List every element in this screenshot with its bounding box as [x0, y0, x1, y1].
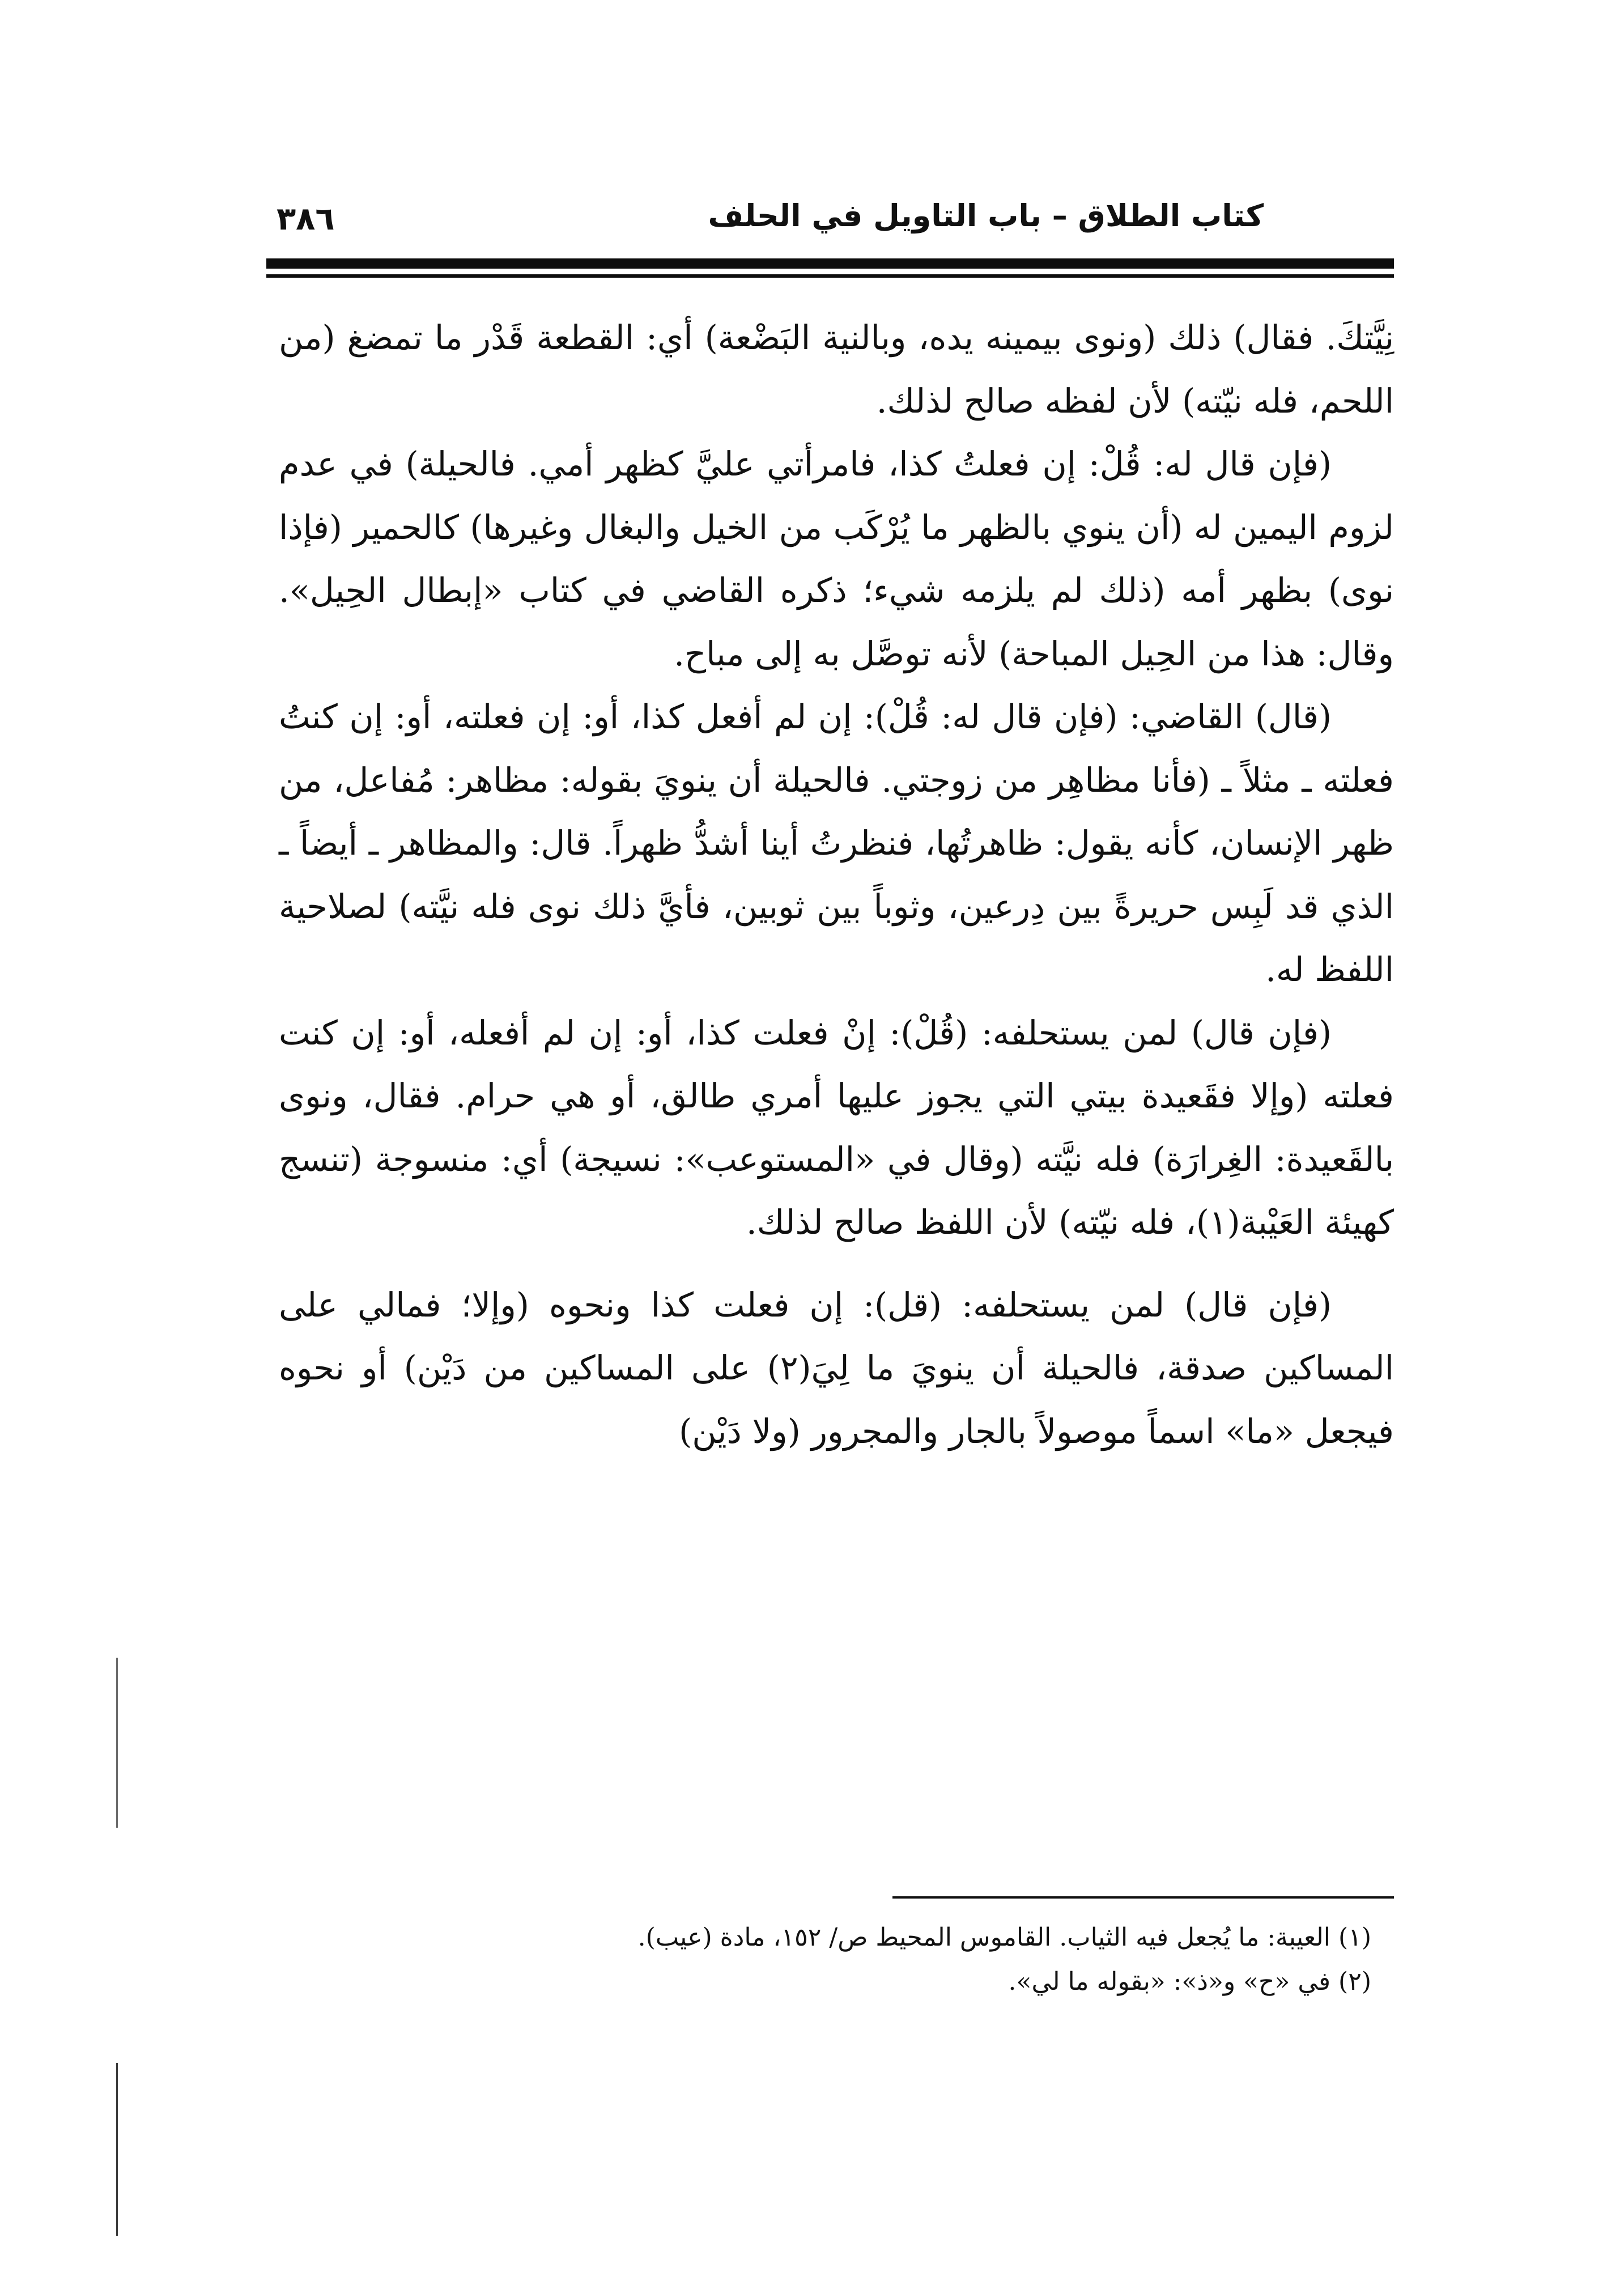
main-text — [279, 306, 1394, 1463]
paragraph-4: (فإن قال) لمن يستحلفه: (قُلْ): إنْ فعلت كذا، أو: إن لم أفعله، أو: إن كنت فعلته (وإلا فقَعيدة بيتي التي يجوز عليها أمري طالق، أو هي حرام. فقال، ونوى بالقَعيدة: الغِرارَة) فله نيَّته (وقال في «المستوعب»: نسيجة) أي: منسوجة (تنسج كهيئة العَيْبة(١)، فله نيّته) لأن اللفظ صالح لذلك. — [279, 1013, 1394, 1242]
footnote-1: (١) العيبة: ما يُجعل فيه الثياب. القاموس المحيط ص/ ١٥٢، مادة (عيب). — [637, 1923, 1371, 1952]
running-header — [266, 193, 1394, 261]
paragraph-2: (فإن قال له: قُلْ: إن فعلتُ كذا، فامرأتي عليَّ كظهر أمي. فالحيلة) في عدم لزوم اليمين له (أن ينوي بالظهر ما يُرْكَب من الخيل والبغال وغيرها) كالحمير (فإذا نوى) بظهر أمه (ذلك لم يلزمه شيء؛ ذكره القاضي في كتاب «إبطال الحِيل». وقال: هذا من الحِيل المباحة) لأنه توصَّل به إلى مباح. — [279, 444, 1394, 673]
footnotes — [279, 1916, 1394, 2004]
paragraph-1: نِيَّتكَ. فقال) ذلك (ونوى بيمينه يده، وبالنية البَضْعة) أي: القطعة قَدْر ما تمضغ (من اللحم، فله نيّته) لأن لفظه صالح لذلك. — [279, 318, 1394, 421]
header-title: كتاب الطلاق – باب التاويل في الحلف — [708, 198, 1264, 233]
paragraph-5: (فإن قال) لمن يستحلفه: (قل): إن فعلت كذا ونحوه (وإلا؛ فمالي على المساكين صدقة، فالحيلة أن ينويَ ما لِيَ(٢) على المساكين من دَيْن) أو نحوه فيجعل «ما» اسماً موصولاً بالجار والمجرور (ولا دَيْن) — [279, 1285, 1394, 1451]
footnote-2: (٢) في «ح» و«ذ»: «بقوله ما لي». — [1008, 1967, 1371, 1996]
header-rule-thick — [266, 258, 1394, 269]
paragraph-3: (قال) القاضي: (فإن قال له: قُلْ): إن لم أفعل كذا، أو: إن فعلته، أو: إن كنتُ فعلته ـ مثلاً ـ (فأنا مظاهِر من زوجتي. فالحيلة أن ينويَ بقوله: مظاهر: مُفاعل، من ظهر الإنسان، كأنه يقول: ظاهرتُها، فنظرتُ أينا أشدُّ ظهراً. قال: والمظاهر ـ أيضاً ـ الذي قد لَبِس حريرةً بين دِرعين، وثوباً بين ثوبين، فأيَّ ذلك نوى فله نيَّته) لصلاحية اللفظ له. — [279, 697, 1394, 989]
footnote-separator — [892, 1896, 1394, 1899]
page-number: ٣٨٦ — [277, 201, 335, 237]
scan-margin-line — [116, 1658, 118, 1828]
header-rule-thin — [266, 274, 1394, 278]
scan-margin-line — [116, 2063, 118, 2236]
